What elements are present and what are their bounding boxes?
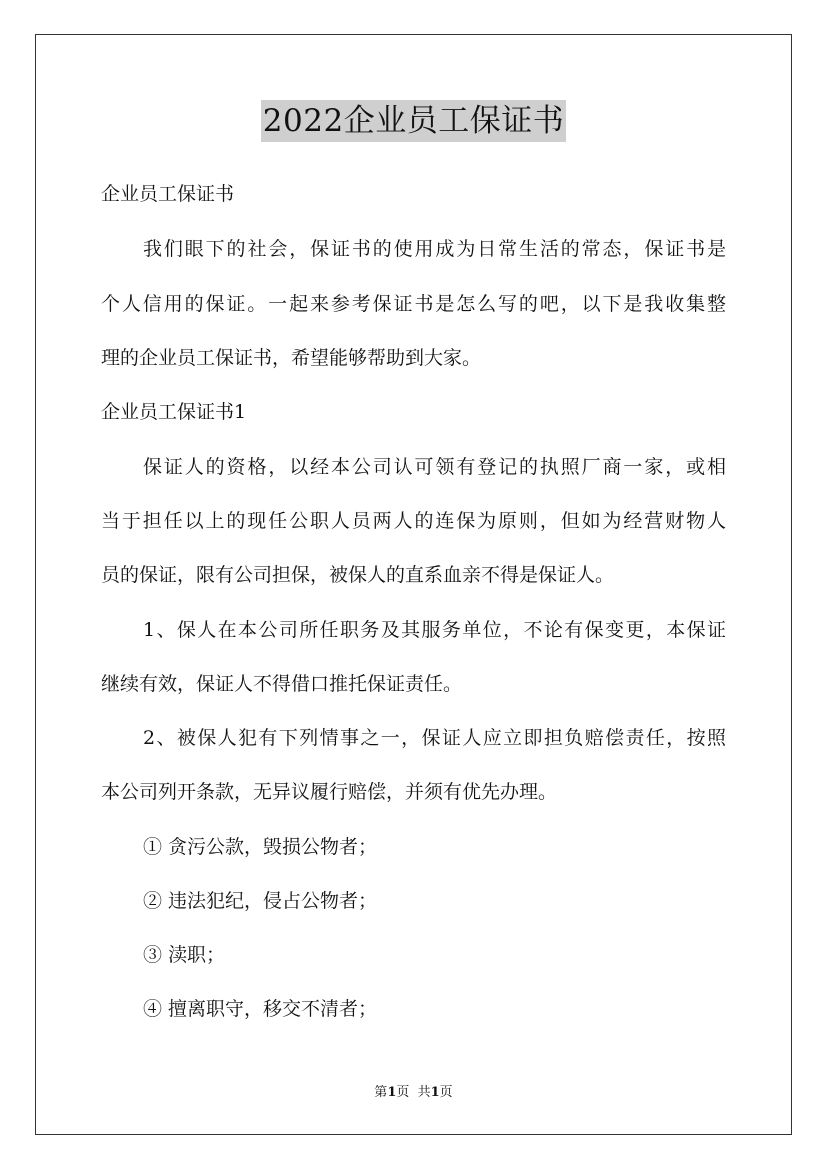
paragraph-line: 1、保人在本公司所任职务及其服务单位，不论有保变更，本保证	[143, 619, 726, 641]
list-item: ③ 渎职；	[143, 944, 226, 966]
page-footer	[0, 1084, 827, 1102]
paragraph-line: 我们眼下的社会，保证书的使用成为日常生活的常态，保证书是	[143, 238, 726, 260]
paragraph-line: 2、被保人犯有下列情事之一，保证人应立即担负赔偿责任，按照	[143, 727, 726, 749]
list-item: ④ 擅离职守，移交不清者；	[143, 998, 378, 1020]
paragraph-line: 本公司列开条款，无异议履行赔偿，并须有优先办理。	[101, 781, 558, 803]
paragraph-line: 员的保证，限有公司担保，被保人的直系血亲不得是保证人。	[101, 564, 615, 586]
paragraph-line: 继续有效，保证人不得借口推托保证责任。	[101, 673, 463, 695]
paragraph-line: 保证人的资格，以经本公司认可领有登记的执照厂商一家，或相	[143, 456, 726, 478]
footer-mid: 页 共	[396, 1085, 431, 1100]
paragraph-line: 个人信用的保证。一起来参考保证书是怎么写的吧，以下是我收集整	[101, 293, 726, 315]
paragraph-line: 理的企业员工保证书，希望能够帮助到大家。	[101, 347, 482, 369]
list-item: ② 违法犯纪，侵占公物者；	[143, 890, 378, 912]
list-item: ① 贪污公款，毁损公物者；	[143, 836, 378, 858]
paragraph-line: 当于担任以上的现任公职人员两人的连保为原则，但如为经营财物人	[101, 510, 726, 532]
footer-prefix: 第	[374, 1085, 388, 1100]
title-container	[0, 100, 827, 142]
total-page-number: 1	[430, 1085, 440, 1100]
current-page-number: 1	[387, 1085, 397, 1100]
footer-suffix: 页	[439, 1085, 453, 1100]
section-heading: 企业员工保证书1	[101, 401, 247, 423]
section-heading: 企业员工保证书	[101, 183, 235, 205]
document-title: 2022企业员工保证书	[261, 100, 566, 142]
